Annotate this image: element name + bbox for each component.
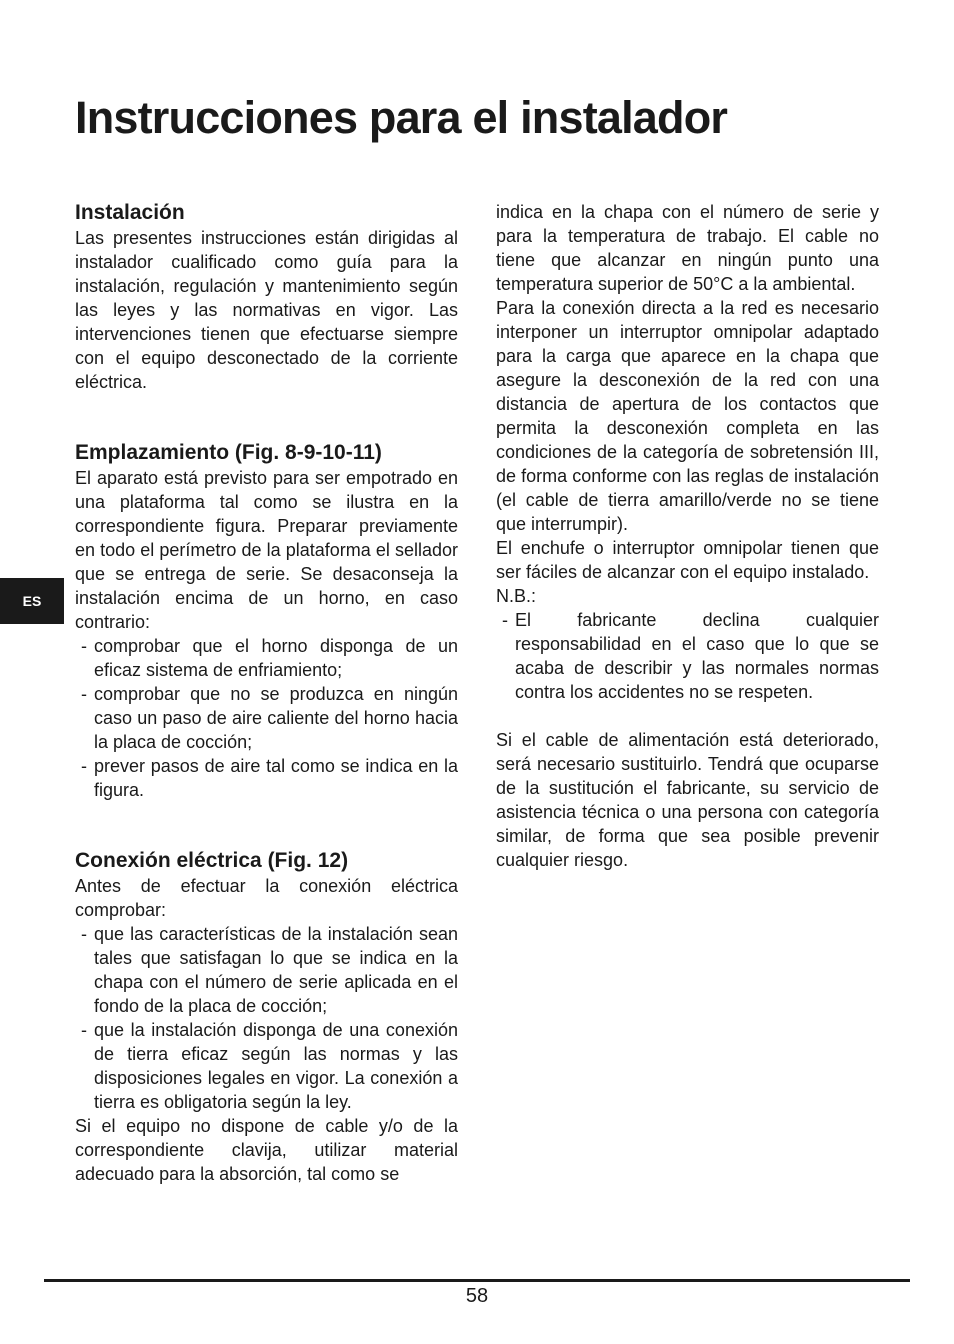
right-column	[496, 200, 879, 872]
damaged-cable-text: Si el cable de alimentación está deteriorado, será necesario sustituirlo. Tendrá que ocuparse de la sustitución el fabricante, su servicio de asistencia técnica o una persona con categoría similar, de forma que sea posible prevenir cualquier riesgo.	[496, 730, 879, 870]
placement-list	[75, 634, 458, 802]
electrical-intro: Antes de efectuar la conexión eléctrica comprobar:	[75, 876, 458, 920]
footer-rule	[44, 1279, 910, 1282]
electrical-list-item: - que la instalación disponga de una conexión de tierra eficaz según las normas y las disposiciones legales en vigor. La conexión a tierra es obligatoria según la ley.	[75, 1018, 458, 1114]
plug-text: El enchufe o interruptor omnipolar tienen que ser fáciles de alcanzar con el equipo instalado.	[496, 538, 879, 582]
paragraph-spacer	[496, 704, 879, 728]
placement-text: El aparato está previsto para ser empotrado en una plataforma tal como se ilustra en la correspondiente figura. Preparar previamente en todo el perímetro de la plataforma el sellador que se entrega de serie. Se desaconseja la instalación encima de un horno, en caso contrario:	[75, 468, 458, 632]
continuation-text: indica en la chapa con el número de serie y para la temperatura de trabajo. El cable no tiene que alcanzar en ningún punto una temperatura superior de 50°C a la ambiental.	[496, 202, 879, 294]
section-spacer	[75, 394, 458, 440]
placement-list-item: - prever pasos de aire tal como se indica en la figura.	[75, 754, 458, 802]
nb-list-item: - El fabricante declina cualquier responsabilidad en el caso que lo que se acaba de describir y las normales normas contra los accidentes no se respeten.	[496, 608, 879, 704]
section-spacer	[75, 802, 458, 848]
language-tab: ES	[0, 578, 64, 624]
electrical-heading: Conexión eléctrica (Fig. 12)	[75, 849, 349, 872]
page-number: 58	[465, 1285, 489, 1307]
page-title: Instrucciones para el instalador	[75, 92, 728, 143]
left-column	[75, 200, 458, 1186]
placement-list-item: - comprobar que no se produzca en ningún caso un paso de aire caliente del horno hacia la placa de cocción;	[75, 682, 458, 754]
installation-heading: Instalación	[75, 201, 185, 224]
cable-text: Si el equipo no dispone de cable y/o de la correspondiente clavija, utilizar material adecuado para la absorción, tal como se	[75, 1116, 458, 1184]
placement-list-item: - comprobar que el horno disponga de un eficaz sistema de enfriamiento;	[75, 634, 458, 682]
nb-list	[496, 608, 879, 704]
installation-text: Las presentes instrucciones están dirigidas al instalador cualificado como guía para la instalación, regulación y mantenimiento según las leyes y las normativas en vigor. Las intervenciones tienen que efectuarse siempre con el equipo desconectado de la corriente eléctrica.	[75, 228, 458, 392]
electrical-list-item: - que las características de la instalación sean tales que satisfagan lo que se indica en la chapa con el número de serie aplicada en el fondo de la placa de cocción;	[75, 922, 458, 1018]
nb-label: N.B.:	[496, 586, 537, 606]
electrical-list	[75, 922, 458, 1114]
placement-heading: Emplazamiento (Fig. 8-9-10-11)	[75, 441, 382, 464]
direct-connection-text: Para la conexión directa a la red es necesario interponer un interruptor omnipolar adaptado para la carga que aparece en la chapa que asegure la desconexión de la red con una distancia de apertura de los contactos que permita la desconexión completa en las condiciones de la categoría de sobretensión III, de forma conforme con las reglas de instalación (el cable de tierra amarillo/verde no se tiene que interrumpir).	[496, 298, 879, 534]
